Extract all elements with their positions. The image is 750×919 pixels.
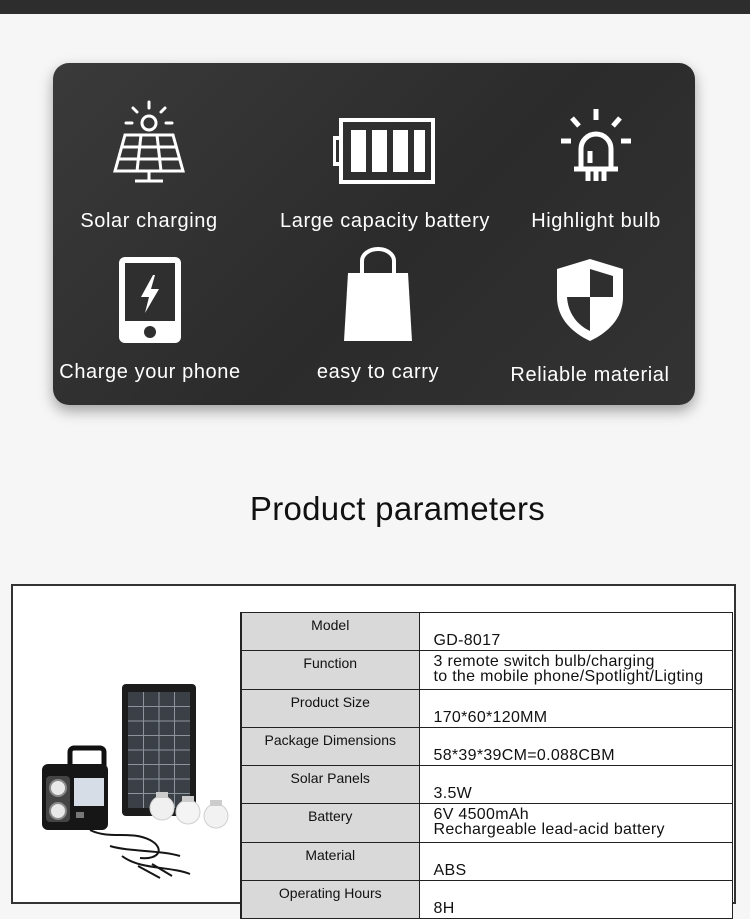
- param-key: Product Size: [241, 690, 419, 728]
- param-value: 3.5W: [419, 766, 733, 804]
- param-value-line: 3 remote switch bulb/charging: [433, 653, 655, 670]
- table-row: [241, 728, 733, 766]
- param-value: ABS: [419, 843, 733, 881]
- feature-label: Charge your phone: [59, 361, 241, 383]
- feature-label: Highlight bulb: [531, 210, 661, 232]
- param-key: Model: [241, 613, 419, 651]
- phone-charge-icon: [117, 255, 183, 345]
- param-value-line: to the mobile phone/Spotlight/Ligting: [433, 668, 704, 685]
- table-row: [241, 690, 733, 728]
- table-row: [241, 613, 733, 651]
- cables-image: [90, 830, 190, 878]
- feature-charge-your-phone: [40, 243, 260, 403]
- param-value: 58*39*39CM=0.088CBM: [419, 728, 733, 766]
- feature-label: Reliable material: [510, 364, 670, 386]
- bulb-icon: [560, 107, 632, 183]
- solar-panel-icon: [111, 99, 187, 185]
- feature-highlight-bulb: [486, 63, 706, 243]
- top-bar: [0, 0, 750, 14]
- feature-label: easy to carry: [316, 361, 440, 383]
- param-key: Solar Panels: [241, 766, 419, 804]
- param-value-line: 6V 4500mAh: [433, 806, 530, 823]
- table-row: [241, 804, 733, 843]
- feature-label: Solar charging: [80, 210, 218, 232]
- power-unit-image: [42, 748, 108, 830]
- param-value: [419, 804, 733, 843]
- table-row: [241, 881, 733, 919]
- table-row: [241, 651, 733, 690]
- product-photo: [40, 680, 240, 880]
- feature-large-capacity-battery: [275, 63, 495, 243]
- param-key: Material: [241, 843, 419, 881]
- param-value: 8H: [419, 881, 733, 919]
- battery-icon: [333, 118, 437, 184]
- param-key: Package Dimensions: [241, 728, 419, 766]
- table-row: [241, 766, 733, 804]
- params-table: [240, 612, 733, 919]
- table-row: [241, 843, 733, 881]
- feature-label: Large capacity battery: [280, 210, 490, 232]
- param-key: Function: [241, 651, 419, 690]
- param-value: 170*60*120MM: [419, 690, 733, 728]
- feature-reliable-material: [480, 243, 700, 403]
- bulbs-image: [150, 792, 228, 828]
- section-title: Product parameters: [249, 490, 546, 527]
- feature-solar-charging: [39, 63, 259, 243]
- param-key: Battery: [241, 804, 419, 843]
- feature-easy-to-carry: [268, 243, 488, 403]
- shopping-bag-icon: [342, 247, 414, 343]
- param-value: [419, 651, 733, 690]
- shield-icon: [555, 257, 625, 343]
- param-value: GD-8017: [419, 613, 733, 651]
- param-key: Operating Hours: [241, 881, 419, 919]
- param-value-line: Rechargeable lead-acid battery: [433, 821, 665, 838]
- feature-card: [53, 63, 695, 405]
